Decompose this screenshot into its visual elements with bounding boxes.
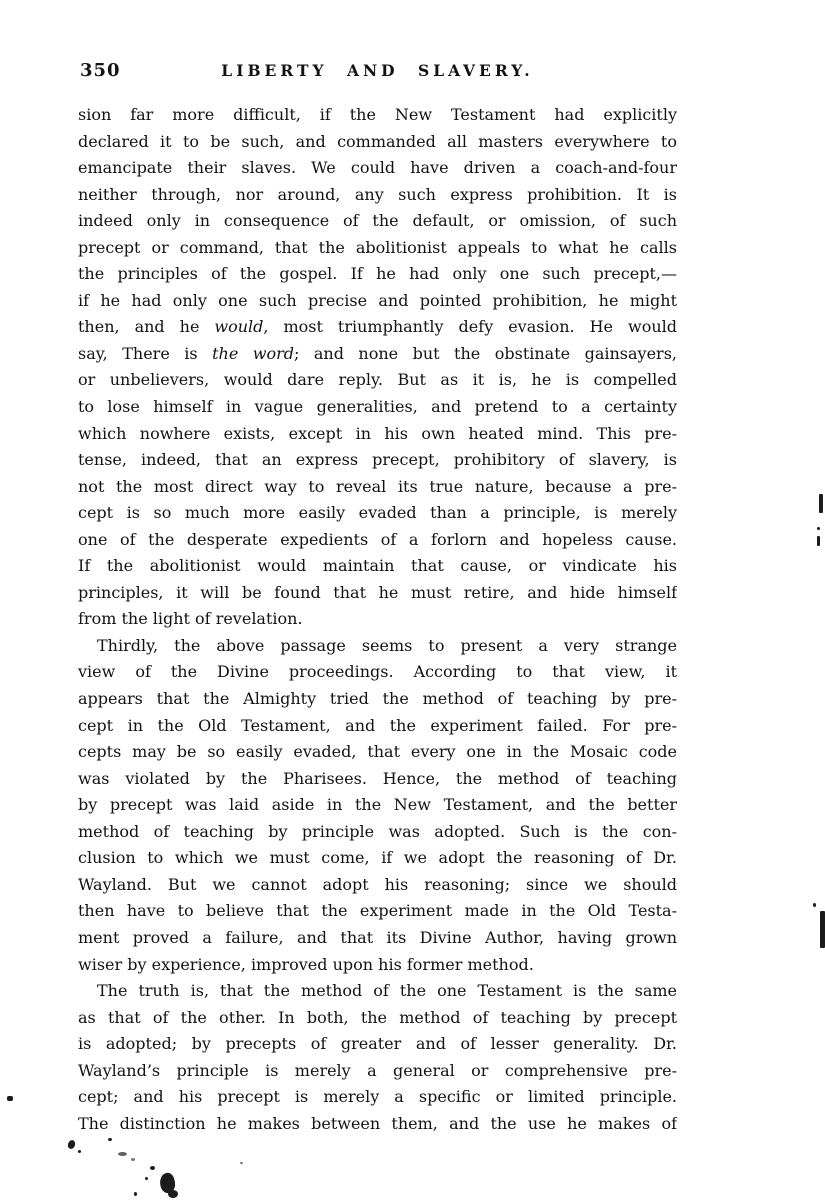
text-line: is adopted; by precepts of greater and of lesser generality. Dr. — [78, 1034, 677, 1054]
text-line: not the most direct way to reveal its true nature, because a pre- — [78, 476, 677, 496]
ink-speck — [168, 1190, 178, 1198]
ink-speck — [78, 1150, 81, 1153]
ink-speck — [118, 1152, 127, 1156]
ink-speck — [150, 1166, 155, 1170]
page-header — [78, 60, 677, 84]
text-line: one of the desperate expedients of a forlorn and hopeless cause. — [78, 529, 677, 549]
text-line: cept; and his precept is merely a specific or limited principle. — [78, 1087, 677, 1107]
text-line: Thirdly, the above passage seems to present a very strange — [97, 635, 677, 655]
text-line: then, and he would, most triumphantly defy evasion. He would — [78, 317, 677, 337]
page-body — [78, 102, 677, 1137]
text-line: indeed only in consequence of the default, or omission, of such — [78, 211, 677, 231]
ink-speck — [240, 1162, 243, 1164]
text-line: or unbelievers, would dare reply. But as it is, he is compelled — [78, 370, 677, 390]
text-line: Wayland. But we cannot adopt his reasoning; since we should — [78, 874, 677, 894]
text-line: by precept was laid aside in the New Testament, and the better — [78, 795, 677, 815]
text-line: clusion to which we must come, if we adopt the reasoning of Dr. — [78, 848, 677, 868]
text-line: ment proved a failure, and that its Divine Author, having grown — [78, 927, 677, 947]
text-line: appears that the Almighty tried the method of teaching by pre- — [78, 689, 677, 709]
text-line: say, There is the word; and none but the obstinate gainsayers, — [78, 343, 677, 363]
ink-speck — [817, 527, 820, 530]
page-number: 350 — [80, 60, 121, 81]
ink-speck — [7, 1096, 13, 1101]
paragraph — [78, 102, 677, 633]
text-line: view of the Divine proceedings. According to that view, it — [78, 662, 677, 682]
ink-speck — [67, 1139, 77, 1150]
scan-edge-mark — [817, 536, 820, 546]
text-line: from the light of revelation. — [78, 609, 303, 629]
text-line: to lose himself in vague generalities, and pretend to a certainty — [78, 397, 677, 417]
ink-speck — [131, 1158, 135, 1161]
text-line: was violated by the Pharisees. Hence, the method of teaching — [78, 768, 677, 788]
ink-speck — [813, 903, 816, 907]
paragraph — [78, 978, 677, 1137]
ink-speck — [108, 1138, 112, 1141]
text-line: The distinction he makes between them, and the use he makes of — [78, 1113, 677, 1133]
text-line: as that of the other. In both, the method of teaching by precept — [78, 1007, 677, 1027]
text-line: Wayland’s principle is merely a general or comprehensive pre- — [78, 1060, 677, 1080]
ink-speck — [145, 1177, 148, 1180]
text-line: The truth is, that the method of the one Testament is the same — [97, 981, 677, 1001]
running-head: LIBERTY AND SLAVERY. — [221, 61, 534, 80]
text-line: principles, it will be found that he must retire, and hide himself — [78, 582, 677, 602]
text-line: declared it to be such, and commanded all masters everywhere to — [78, 131, 677, 151]
text-line: if he had only one such precise and pointed prohibition, he might — [78, 290, 677, 310]
text-line: the principles of the gospel. If he had only one such precept,— — [78, 264, 677, 284]
text-line: method of teaching by principle was adopted. Such is the con- — [78, 821, 677, 841]
text-line: emancipate their slaves. We could have driven a coach-and-four — [78, 158, 677, 178]
text-line: neither through, nor around, any such express prohibition. It is — [78, 184, 677, 204]
text-line: which nowhere exists, except in his own heated mind. This pre- — [78, 423, 677, 443]
paragraph — [78, 633, 677, 978]
text-line: cepts may be so easily evaded, that every one in the Mosaic code — [78, 742, 677, 762]
text-line: then have to believe that the experiment made in the Old Testa- — [78, 901, 677, 921]
text-line: cept is so much more easily evaded than a principle, is merely — [78, 503, 677, 523]
text-line: If the abolitionist would maintain that cause, or vindicate his — [78, 556, 677, 576]
text-line: sion far more difficult, if the New Testament had explicitly — [78, 105, 677, 124]
scan-edge-mark — [819, 494, 823, 513]
text-line: cept in the Old Testament, and the experiment failed. For pre- — [78, 715, 677, 735]
text-line: wiser by experience, improved upon his former method. — [78, 954, 534, 974]
ink-speck — [134, 1192, 137, 1196]
scan-edge-mark — [820, 911, 825, 948]
text-line: tense, indeed, that an express precept, prohibitory of slavery, is — [78, 450, 677, 470]
text-line: precept or command, that the abolitionist appeals to what he calls — [78, 237, 677, 257]
